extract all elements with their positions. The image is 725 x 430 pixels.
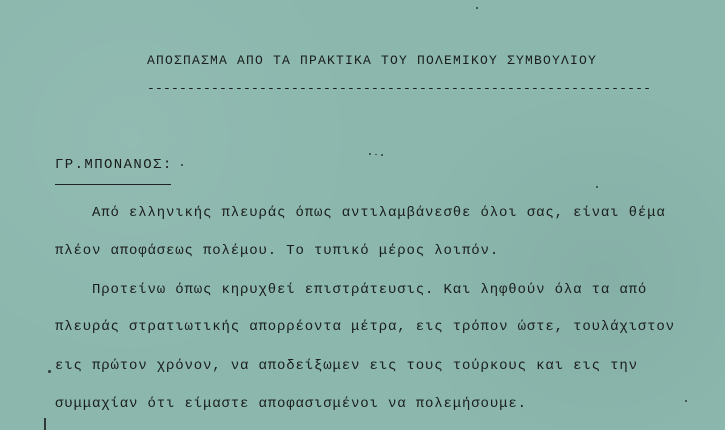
scan-speck bbox=[476, 7, 478, 9]
scan-speck bbox=[369, 153, 371, 155]
scan-speck bbox=[596, 186, 598, 188]
text-line: Προτείνω όπως κηρυχθεί επιστράτευσις. Και ληφθούν όλα τα από bbox=[92, 282, 648, 298]
text-line: πλέον αποφάσεως πολέμου. Το τυπικό μέρος λοιπόν. bbox=[55, 243, 500, 259]
scan-speck bbox=[381, 154, 383, 156]
title-dashed-rule: --------------------------------------------------------------- bbox=[147, 81, 652, 96]
scan-speck bbox=[375, 154, 377, 155]
margin-mark bbox=[44, 418, 46, 430]
scan-speck bbox=[48, 370, 51, 373]
text-line: πλευράς στρατιωτικής απορρέοντα μέτρα, εις τρόπον ώστε, τουλάχιστον bbox=[55, 319, 675, 335]
scan-speck bbox=[685, 400, 687, 402]
speaker-underline bbox=[55, 184, 171, 185]
speaker-name: ΓΡ.ΜΠΟΝΑΝΟΣ: bbox=[55, 157, 173, 173]
scan-speck bbox=[181, 164, 183, 166]
document-title: ΑΠΟΣΠΑΣΜΑ ΑΠΟ ΤΑ ΠΡΑΚΤΙΚΑ ΤΟΥ ΠΟΛΕΜΙΚΟΥ ΣΥΜΒΟΥΛΙΟΥ bbox=[147, 53, 598, 68]
text-line: Από ελληνικής πλευράς όπως αντιλαμβάνεσθε όλοι σας, είναι θέμα bbox=[92, 205, 666, 221]
text-line: εις πρώτον χρόνον, να αποδείξωμεν εις τους τούρκους και εις την bbox=[55, 358, 638, 374]
text-line: συμμαχίαν ότι είμαστε αποφασισμένοι να πολεμήσουμε. bbox=[55, 396, 527, 412]
